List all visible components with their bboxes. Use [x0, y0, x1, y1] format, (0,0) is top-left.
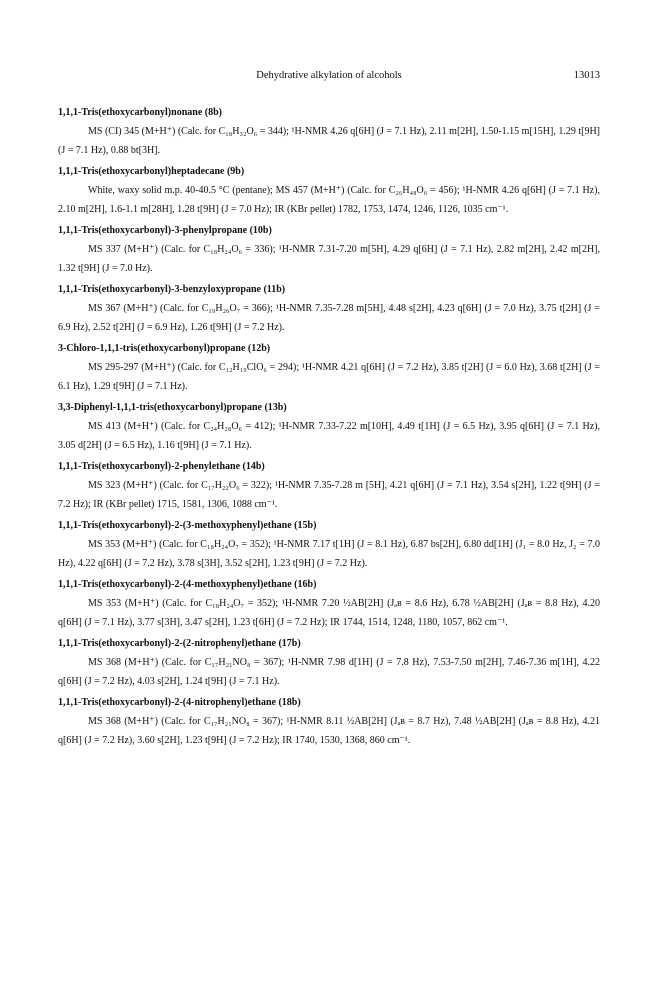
compound-data: White, waxy solid m.p. 40-40.5 °C (pentane); MS 457 (M+H⁺) (Calc. for C₂₆H₄₈O₆ = 456); ¹H-NMR 4.26 q[6H] (J = 7.1 Hz), 2.10 m[2H], 1.6-1.1 m[28H], 1.28 t[9H] (J = 7.0 Hz); IR (KBr pellet) 1782, 1753, 1474, 1246, 1126, 1035 cm⁻¹. — [58, 185, 600, 215]
compound-title: 3-Chloro-1,1,1-tris(ethoxycarbonyl)propane (12b) — [58, 343, 271, 354]
compound-data: MS 353 (M+H⁺) (Calc. for C₁₈H₂₄O₇ = 352); ¹H-NMR 7.17 t[1H] (J = 8.1 Hz), 6.87 bs[2H], 6.80 dd[1H] (J₁ = 8.0 Hz, J₂ = 7.0 Hz), 4.22 q[6H] (J = 7.2 Hz), 3.78 s[3H], 3.52 s[2H], 1.23 t[9H] (J = 7.2 Hz). — [58, 539, 600, 569]
compound-title: 1,1,1-Tris(ethoxycarbonyl)-2-phenylethane (14b) — [58, 461, 265, 472]
compound-title: 1,1,1-Tris(ethoxycarbonyl)heptadecane (9b) — [58, 166, 245, 177]
page-number: 13013 — [573, 70, 600, 81]
compound-title: 1,1,1-Tris(ethoxycarbonyl)-2-(4-methoxyphenyl)ethane (16b) — [58, 579, 317, 590]
compound-title: 1,1,1-Tris(ethoxycarbonyl)-2-(2-nitrophenyl)ethane (17b) — [58, 638, 301, 649]
compound-entry — [58, 340, 600, 396]
compound-entry — [58, 458, 600, 514]
compound-title: 1,1,1-Tris(ethoxycarbonyl)-3-phenylpropane (10b) — [58, 225, 272, 236]
compound-data: MS 295-297 (M+H⁺) (Calc. for C₁₂H₁₉ClO₆ = 294); ¹H-NMR 4.21 q[6H] (J = 7.2 Hz), 3.85 t[2H] (J = 6.0 Hz), 3.68 t[2H] (J = 6.1 Hz), 1.29 t[9H] (J = 7.1 Hz). — [58, 362, 600, 392]
compound-data: MS 368 (M+H⁺) (Calc. for C₁₇H₂₁NO₈ = 367); ¹H-NMR 8.11 ½AB[2H] (Jₐʙ = 8.7 Hz), 7.48 ½AB[2H] (Jₐʙ = 8.8 Hz), 4.21 q[6H] (J = 7.2 Hz), 3.60 s[2H], 1.23 t[9H] (J = 7.2 Hz); IR 1740, 1530, 1368, 860 cm⁻¹. — [58, 716, 600, 746]
compound-entry — [58, 281, 600, 337]
compound-data: MS 367 (M+H⁺) (Calc. for C₁₉H₂₆O₇ = 366); ¹H-NMR 7.35-7.28 m[5H], 4.48 s[2H], 4.23 q[6H] (J = 7.0 Hz), 3.75 t[2H] (J = 6.9 Hz), 2.52 t[2H] (J = 6.9 Hz), 1.26 t[9H] (J = 7.2 Hz). — [58, 303, 600, 333]
compound-entry — [58, 576, 600, 632]
compound-entry — [58, 104, 600, 160]
running-title: Dehydrative alkylation of alcohols — [256, 70, 402, 81]
page-header — [58, 70, 600, 86]
compound-entry — [58, 222, 600, 278]
compound-data: MS 353 (M+H⁺) (Calc. for C₁₈H₂₄O₇ = 352); ¹H-NMR 7.20 ½AB[2H] (Jₐʙ = 8.6 Hz), 6.78 ½AB[2H] (Jₐʙ = 8.8 Hz), 4.20 q[6H] (J = 7.1 Hz), 3.77 s[3H], 3.47 s[2H], 1.23 t[6H] (J = 7.2 Hz); IR 1744, 1514, 1248, 1180, 1057, 862 cm⁻¹. — [58, 598, 600, 628]
compound-entry — [58, 694, 600, 750]
compound-data: MS 368 (M+H⁺) (Calc. for C₁₇H₂₁NO₈ = 367); ¹H-NMR 7.98 d[1H] (J = 7.8 Hz), 7.53-7.50 m[2H], 7.46-7.36 m[1H], 4.22 q[6H] (J = 7.2 Hz), 4.03 s[2H], 1.24 t[9H] (J = 7.1 Hz). — [58, 657, 600, 687]
compound-entry — [58, 635, 600, 691]
compound-title: 1,1,1-Tris(ethoxycarbonyl)-2-(3-methoxyphenyl)ethane (15b) — [58, 520, 317, 531]
compound-title: 1,1,1-Tris(ethoxycarbonyl)-2-(4-nitrophenyl)ethane (18b) — [58, 697, 301, 708]
compound-title: 3,3-Diphenyl-1,1,1-tris(ethoxycarbonyl)propane (13b) — [58, 402, 287, 413]
compound-data: MS (CI) 345 (M+H⁺) (Calc. for C₁₈H₃₂O₆ = 344); ¹H-NMR 4.26 q[6H] (J = 7.1 Hz), 2.11 m[2H], 1.50-1.15 m[15H], 1.29 t[9H] (J = 7.1 Hz), 0.88 bt[3H]. — [58, 126, 600, 156]
compound-list — [58, 104, 600, 753]
compound-data: MS 413 (M+H⁺) (Calc. for C₂₄H₂₈O₆ = 412); ¹H-NMR 7.33-7.22 m[10H], 4.49 t[1H] (J = 6.5 Hz), 3.95 q[6H] (J = 7.1 Hz), 3.05 d[2H] (J = 6.5 Hz), 1.16 t[9H] (J = 7.1 Hz). — [58, 421, 600, 451]
compound-entry — [58, 163, 600, 219]
compound-data: MS 323 (M+H⁺) (Calc. for C₁₇H₂₂O₆ = 322); ¹H-NMR 7.35-7.28 m [5H], 4.21 q[6H] (J = 7.1 Hz), 3.54 s[2H], 1.22 t[9H] (J = 7.2 Hz); IR (KBr pellet) 1715, 1581, 1306, 1088 cm⁻¹. — [58, 480, 600, 510]
compound-entry — [58, 399, 600, 455]
compound-title: 1,1,1-Tris(ethoxycarbonyl)-3-benzyloxypropane (11b) — [58, 284, 286, 295]
compound-entry — [58, 517, 600, 573]
compound-data: MS 337 (M+H⁺) (Calc. for C₁₈H₂₄O₆ = 336); ¹H-NMR 7.31-7.20 m[5H], 4.29 q[6H] (J = 7.1 Hz), 2.82 m[2H], 2.42 m[2H], 1.32 t[9H] (J = 7.0 Hz). — [58, 244, 600, 274]
compound-title: 1,1,1-Tris(ethoxycarbonyl)nonane (8b) — [58, 107, 222, 118]
